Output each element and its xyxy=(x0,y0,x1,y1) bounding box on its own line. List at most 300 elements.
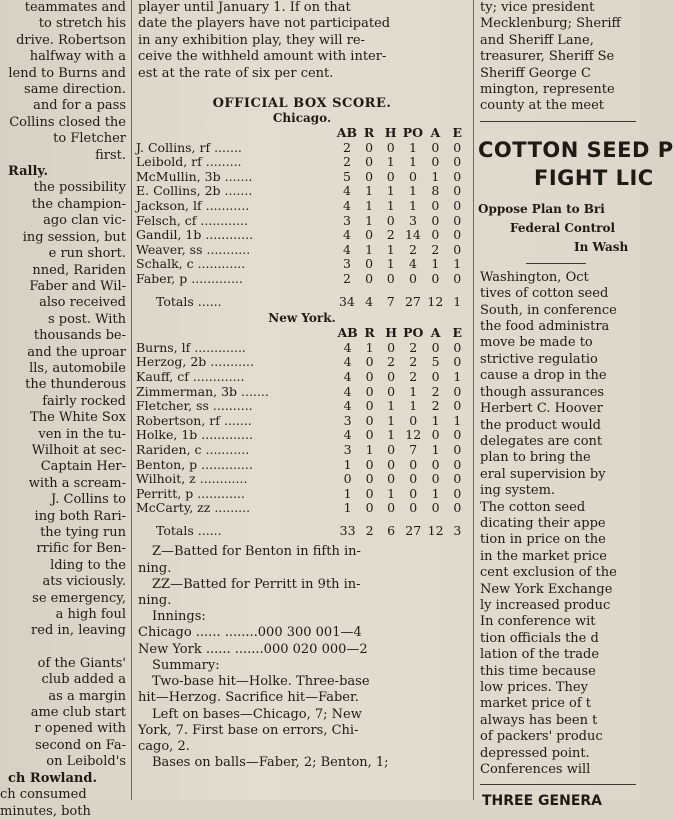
player-name xyxy=(136,341,336,356)
text-line: move be made to xyxy=(480,335,593,351)
text-line: fairly rocked xyxy=(42,393,126,409)
subhead-rally: Rally. xyxy=(8,164,48,180)
player-name xyxy=(136,199,336,214)
footnote-line: Chicago ...... ........000 300 001—4 xyxy=(138,625,362,641)
text-line: as a margin xyxy=(48,688,126,704)
text-line: ven in the tu- xyxy=(38,426,126,442)
total-h: 6 xyxy=(387,522,396,538)
stat-r: 0 xyxy=(365,368,374,384)
leader-dots: ............. xyxy=(201,456,253,472)
left-column-text-bottom xyxy=(0,656,128,771)
player-row xyxy=(136,155,468,170)
text-line: player until January 1. If on that xyxy=(138,0,351,15)
footnote-line: cago, 2. xyxy=(138,738,190,754)
leader-dots: ...... xyxy=(197,522,222,538)
player-name xyxy=(136,472,336,487)
footnote-line: ZZ—Batted for Perritt in 9th in- xyxy=(152,576,361,592)
footnote-line: York, 7. First base on errors, Chi- xyxy=(138,722,359,738)
stat-e: 0 xyxy=(453,427,462,443)
player-name-text: J. Collins, rf xyxy=(136,139,211,155)
stat-a: 1 xyxy=(431,412,440,428)
text-line: county at the meet xyxy=(480,98,605,114)
player-name xyxy=(136,228,336,243)
stat-r: 0 xyxy=(365,154,374,170)
stat-a: 1 xyxy=(431,441,440,457)
stat-a: 0 xyxy=(431,500,440,516)
text-line: se emergency, xyxy=(32,590,126,606)
stat-h: 0 xyxy=(387,368,396,384)
player-name-text: Faber, p xyxy=(136,270,188,286)
stat-po: 2 xyxy=(409,339,418,355)
player-name xyxy=(136,214,336,229)
left-column-text-middle xyxy=(0,180,128,639)
text-line: tion officials the d xyxy=(480,630,599,646)
player-name-text: Benton, p xyxy=(136,456,198,472)
leader-dots: ....... xyxy=(214,139,242,155)
stat-h: 1 xyxy=(386,183,395,199)
text-line: strictive regulatio xyxy=(480,351,598,367)
stat-po: 14 xyxy=(404,227,421,243)
player-row xyxy=(136,228,468,243)
stat-e: 1 xyxy=(453,256,462,272)
right-column-article xyxy=(476,270,640,779)
player-name-text: Schalk, c xyxy=(136,256,194,272)
player-name xyxy=(136,170,336,185)
text-line: Mecklenburg; Sheriff xyxy=(480,16,621,32)
text-line: est at the rate of six per cent. xyxy=(138,65,334,81)
text-line: eral supervision by xyxy=(480,466,606,482)
stat-a: 0 xyxy=(431,154,440,170)
column-header: AB xyxy=(336,125,358,141)
player-name xyxy=(136,458,336,473)
text-line: dicating their appe xyxy=(480,515,606,531)
text-line: cent exclusion of the xyxy=(480,565,617,581)
text-line: cause a drop in the xyxy=(480,368,607,384)
column-header: E xyxy=(452,325,463,341)
stat-h: 1 xyxy=(387,485,396,501)
footnote-line: Summary: xyxy=(152,657,220,673)
leader-dots: ........... xyxy=(205,198,250,213)
player-name xyxy=(136,355,336,370)
left-column-text-end xyxy=(0,787,128,820)
text-line: the champion- xyxy=(31,196,126,212)
text-line: ats viciously. xyxy=(42,574,126,590)
stat-r: 1 xyxy=(365,339,374,355)
player-name xyxy=(136,414,336,429)
stat-h: 2 xyxy=(387,354,396,370)
player-name-text: Fletcher, ss xyxy=(136,398,209,414)
stat-po: 2 xyxy=(408,241,417,257)
stat-r: 1 xyxy=(365,212,374,228)
player-row xyxy=(136,399,468,414)
stat-e: 1 xyxy=(453,368,462,384)
stat-h: 1 xyxy=(386,198,395,213)
totals-row xyxy=(136,516,468,539)
stat-a: 8 xyxy=(431,183,440,199)
text-line: Wilhoit at sec- xyxy=(31,442,126,458)
text-line: Collins closed the xyxy=(9,114,126,130)
footnote-line: hit—Herzog. Sacrifice hit—Faber. xyxy=(138,690,359,706)
column-header: AB xyxy=(337,325,358,341)
text-line: a high foul xyxy=(55,607,126,623)
stat-ab: 4 xyxy=(343,368,352,384)
stat-r: 0 xyxy=(365,427,374,443)
stat-a: 1 xyxy=(431,168,440,184)
stat-h: 2 xyxy=(386,227,395,243)
stat-h: 1 xyxy=(387,427,396,443)
footnote-line: Two-base hit—Holke. Three-base xyxy=(152,674,370,690)
text-line: The cotton seed xyxy=(480,499,586,515)
leader-dots: ............ xyxy=(199,471,248,487)
text-line: ing both Rari- xyxy=(34,508,126,524)
stat-r: 1 xyxy=(365,241,374,257)
text-line: depressed point. xyxy=(480,745,590,761)
stat-po: 0 xyxy=(408,270,417,286)
stat-e: 0 xyxy=(453,241,462,257)
text-line: to Fletcher xyxy=(53,131,126,147)
text-line: club added a xyxy=(41,672,126,688)
divider xyxy=(526,263,586,264)
stat-ab: 4 xyxy=(343,427,352,443)
box-score-column xyxy=(134,0,470,800)
footnote-line: Left on bases—Chicago, 7; New xyxy=(152,706,362,722)
total-a: 12 xyxy=(427,293,444,309)
text-line: Washington, Oct xyxy=(480,269,589,285)
player-name-text: Herzog, 2b xyxy=(136,354,207,370)
stat-h: 0 xyxy=(387,471,396,487)
text-line: thousands be- xyxy=(33,328,126,344)
column-header: R xyxy=(364,325,375,341)
player-name-text: Leibold, rf xyxy=(136,154,202,170)
subhead-rowland: ch Rowland. xyxy=(8,770,97,786)
player-name xyxy=(136,257,336,272)
stat-po: 0 xyxy=(409,412,418,428)
stat-ab: 2 xyxy=(342,154,351,170)
stat-a: 0 xyxy=(431,456,440,472)
stat-e: 0 xyxy=(453,456,462,472)
total-e: 3 xyxy=(453,522,462,538)
divider xyxy=(480,784,636,785)
stat-po: 1 xyxy=(409,383,418,399)
leader-dots: ........... xyxy=(210,354,254,370)
text-line: teammates and xyxy=(24,0,126,15)
stat-ab: 0 xyxy=(343,471,352,487)
player-name xyxy=(136,272,336,287)
text-line: red in, leaving xyxy=(31,623,126,639)
stat-h: 0 xyxy=(386,212,395,228)
text-line: mington, represente xyxy=(480,82,615,98)
text-line: drive. Robertson xyxy=(16,32,126,48)
player-name xyxy=(136,370,336,385)
text-line: In conference wit xyxy=(480,614,596,630)
stat-po: 1 xyxy=(408,154,417,170)
headline-fight: FIGHT LIC xyxy=(534,165,654,190)
totals-label xyxy=(136,516,336,539)
player-row xyxy=(136,370,468,385)
stat-po: 1 xyxy=(408,139,417,155)
left-column-text-top xyxy=(0,0,128,164)
text-line: J. Collins to xyxy=(51,492,126,508)
leader-dots: ............ xyxy=(197,485,245,501)
stat-h: 1 xyxy=(387,398,396,414)
bottom-headline: THREE GENERA xyxy=(482,793,602,810)
stat-a: 0 xyxy=(431,339,440,355)
stat-po: 12 xyxy=(405,427,422,443)
column-header: A xyxy=(430,125,441,141)
text-line: lding to the xyxy=(50,557,126,573)
total-e: 1 xyxy=(453,293,462,309)
player-name-text: Felsch, cf xyxy=(136,212,197,228)
player-row xyxy=(136,385,468,400)
stat-e: 0 xyxy=(453,383,462,399)
player-row xyxy=(136,355,468,370)
totals-label xyxy=(136,287,336,310)
stat-ab: 5 xyxy=(342,168,351,184)
text-line: treasurer, Sheriff Se xyxy=(480,49,615,65)
stat-e: 0 xyxy=(453,500,462,516)
stat-e: 0 xyxy=(453,441,462,457)
text-line: The White Sox xyxy=(30,410,126,426)
text-line: the thunderous xyxy=(25,377,126,393)
footnote-line: Z—Batted for Benton in fifth in- xyxy=(152,544,361,560)
player-name xyxy=(136,399,336,414)
stat-h: 0 xyxy=(387,339,396,355)
stat-r: 0 xyxy=(365,412,374,428)
player-row xyxy=(136,272,468,287)
stat-r: 0 xyxy=(365,227,374,243)
stat-ab: 2 xyxy=(342,139,351,155)
total-a: 12 xyxy=(427,522,444,538)
text-line: ago clan vic- xyxy=(43,213,126,229)
text-line: plan to bring the xyxy=(480,450,591,466)
text-line: and for a pass xyxy=(33,98,126,114)
text-line: ty; vice president xyxy=(480,0,595,15)
stat-e: 0 xyxy=(453,354,462,370)
text-line: with a scream- xyxy=(28,475,126,491)
totals-row xyxy=(136,287,468,310)
player-row xyxy=(136,214,468,229)
text-line: and Sheriff Lane, xyxy=(480,32,594,48)
stat-a: 0 xyxy=(431,227,440,243)
stat-po: 0 xyxy=(409,500,418,516)
footnote-line: Bases on balls—Faber, 2; Benton, 1; xyxy=(152,755,389,771)
stat-po: 4 xyxy=(408,256,417,272)
stat-ab: 4 xyxy=(343,354,352,370)
stat-po: 1 xyxy=(408,198,417,213)
headline-cotton-seed: COTTON SEED P xyxy=(478,137,674,162)
stat-h: 0 xyxy=(387,456,396,472)
leader-dots: ....... xyxy=(224,183,253,199)
stat-r: 0 xyxy=(365,256,374,272)
stat-a: 0 xyxy=(431,212,440,228)
text-line: lend to Burns and xyxy=(8,65,126,81)
text-line: to stretch his xyxy=(38,16,126,32)
deck-line-3: In Wash xyxy=(574,239,629,254)
box-score-footnotes xyxy=(134,544,470,771)
text-line: Sheriff George C xyxy=(480,65,591,81)
stat-po: 0 xyxy=(409,471,418,487)
stat-r: 1 xyxy=(365,198,374,213)
text-line: halfway with a xyxy=(29,49,126,65)
column-header: PO xyxy=(402,125,424,141)
text-line: same direction. xyxy=(24,82,126,98)
text-line: ame club start xyxy=(30,705,126,721)
stat-r: 0 xyxy=(365,500,374,516)
leader-dots: ............. xyxy=(191,270,243,286)
leader-dots: ............. xyxy=(201,427,253,443)
right-column xyxy=(476,0,674,810)
text-line: though assurances xyxy=(480,384,605,400)
leader-dots: ....... xyxy=(241,383,269,399)
leader-dots: ............ xyxy=(197,256,246,272)
leader-dots: ....... xyxy=(224,168,253,184)
totals-label-text: Totals xyxy=(156,293,194,309)
stat-r: 1 xyxy=(365,441,374,457)
stat-ab: 1 xyxy=(343,456,352,472)
player-name xyxy=(136,501,336,516)
stat-r: 0 xyxy=(365,139,374,155)
stat-a: 1 xyxy=(431,485,440,501)
player-row xyxy=(136,443,468,458)
stat-h: 1 xyxy=(387,412,396,428)
stat-po: 1 xyxy=(408,183,417,199)
stat-ab: 3 xyxy=(343,412,352,428)
stat-a: 0 xyxy=(431,270,440,286)
stat-h: 0 xyxy=(386,168,395,184)
box-score-table-chicago xyxy=(136,126,468,309)
text-line: New York Exchange xyxy=(480,581,613,597)
player-name-text: Burns, lf xyxy=(136,339,191,355)
player-row xyxy=(136,501,468,516)
stat-ab: 4 xyxy=(343,339,352,355)
player-row xyxy=(136,487,468,502)
stat-e: 0 xyxy=(453,154,462,170)
total-h: 7 xyxy=(386,293,395,309)
stat-a: 2 xyxy=(431,383,440,399)
text-line: Herbert C. Hoover xyxy=(480,401,603,417)
team-name-new-york: New York. xyxy=(268,311,336,326)
stat-e: 0 xyxy=(453,398,462,414)
player-name-text: Gandil, 1b xyxy=(136,227,202,243)
text-line: date the players have not participated xyxy=(138,16,391,32)
text-line: the food administra xyxy=(480,319,610,335)
player-name-text: Jackson, lf xyxy=(136,198,202,213)
player-name-text: E. Collins, 2b xyxy=(136,183,221,199)
player-row xyxy=(136,243,468,258)
stat-e: 0 xyxy=(453,270,462,286)
stat-ab: 4 xyxy=(342,183,351,199)
totals-label-text: Totals xyxy=(156,522,194,538)
player-row xyxy=(136,341,468,356)
stat-r: 0 xyxy=(365,456,374,472)
stat-h: 0 xyxy=(386,139,395,155)
column-header: H xyxy=(385,325,397,341)
stat-e: 0 xyxy=(453,212,462,228)
stat-ab: 1 xyxy=(343,485,352,501)
stat-a: 0 xyxy=(431,471,440,487)
stat-r: 0 xyxy=(365,270,374,286)
player-name xyxy=(136,487,336,502)
text-line: this time because xyxy=(480,663,596,679)
text-line: and the uproar xyxy=(27,344,126,360)
stat-po: 0 xyxy=(409,485,418,501)
column-header: A xyxy=(430,325,441,341)
text-line: nned, Rariden xyxy=(32,262,126,278)
box-score-title: OFFICIAL BOX SCORE. xyxy=(212,96,392,112)
text-line: in the market price xyxy=(480,548,607,564)
total-po: 27 xyxy=(404,293,421,309)
player-row xyxy=(136,458,468,473)
column-rule xyxy=(131,0,132,800)
text-line: the product would xyxy=(480,417,601,433)
text-line: market price of t xyxy=(480,696,592,712)
leader-dots: ............. xyxy=(192,368,245,384)
header-spacer xyxy=(136,326,336,341)
total-r: 4 xyxy=(365,293,374,309)
stat-r: 0 xyxy=(365,471,374,487)
stat-ab: 4 xyxy=(342,227,351,243)
stat-e: 0 xyxy=(453,139,462,155)
stat-a: 2 xyxy=(431,241,440,257)
text-line: South, in conference xyxy=(480,302,617,318)
stat-po: 2 xyxy=(409,368,418,384)
player-name-text: Zimmerman, 3b xyxy=(136,383,238,399)
stat-a: 0 xyxy=(431,427,440,443)
stat-ab: 3 xyxy=(342,212,351,228)
text-line: second on Fa- xyxy=(35,737,126,753)
player-row xyxy=(136,414,468,429)
stat-ab: 4 xyxy=(342,241,351,257)
leader-dots: ........... xyxy=(206,241,251,257)
player-row xyxy=(136,199,468,214)
text-line: in any exhibition play, they will re- xyxy=(138,32,365,48)
text-line: r opened with xyxy=(34,721,126,737)
stat-h: 1 xyxy=(386,154,395,170)
stat-h: 1 xyxy=(386,256,395,272)
player-name-text: Holke, 1b xyxy=(136,427,198,443)
stat-e: 0 xyxy=(453,198,462,213)
player-row xyxy=(136,170,468,185)
stat-h: 0 xyxy=(387,500,396,516)
stat-po: 1 xyxy=(409,398,418,414)
stat-ab: 4 xyxy=(343,398,352,414)
text-line: ceive the withheld amount with inter- xyxy=(138,49,387,65)
text-line: always has been t xyxy=(480,712,598,728)
footnote-line: Innings: xyxy=(152,609,206,625)
player-name xyxy=(136,443,336,458)
text-line: minutes, both xyxy=(0,803,91,819)
player-row xyxy=(136,472,468,487)
text-line: tion in price on the xyxy=(480,532,606,548)
box-score-table-new-york xyxy=(136,326,468,538)
stat-e: 1 xyxy=(453,412,462,428)
stat-a: 0 xyxy=(431,198,440,213)
text-line: ing system. xyxy=(480,483,556,499)
text-line: first. xyxy=(95,147,126,163)
stat-ab: 1 xyxy=(343,500,352,516)
leader-dots: ............ xyxy=(200,212,249,228)
total-ab: 33 xyxy=(339,522,356,538)
player-name-text: McCarty, zz xyxy=(136,500,211,516)
stat-po: 0 xyxy=(409,456,418,472)
text-line: s post. With xyxy=(48,311,126,327)
stat-a: 0 xyxy=(431,368,440,384)
intro-paragraph xyxy=(134,0,470,82)
stat-h: 0 xyxy=(387,441,396,457)
text-line: lls, automobile xyxy=(29,360,126,376)
player-name-text: Perritt, p xyxy=(136,485,194,501)
stat-ab: 4 xyxy=(342,198,351,213)
